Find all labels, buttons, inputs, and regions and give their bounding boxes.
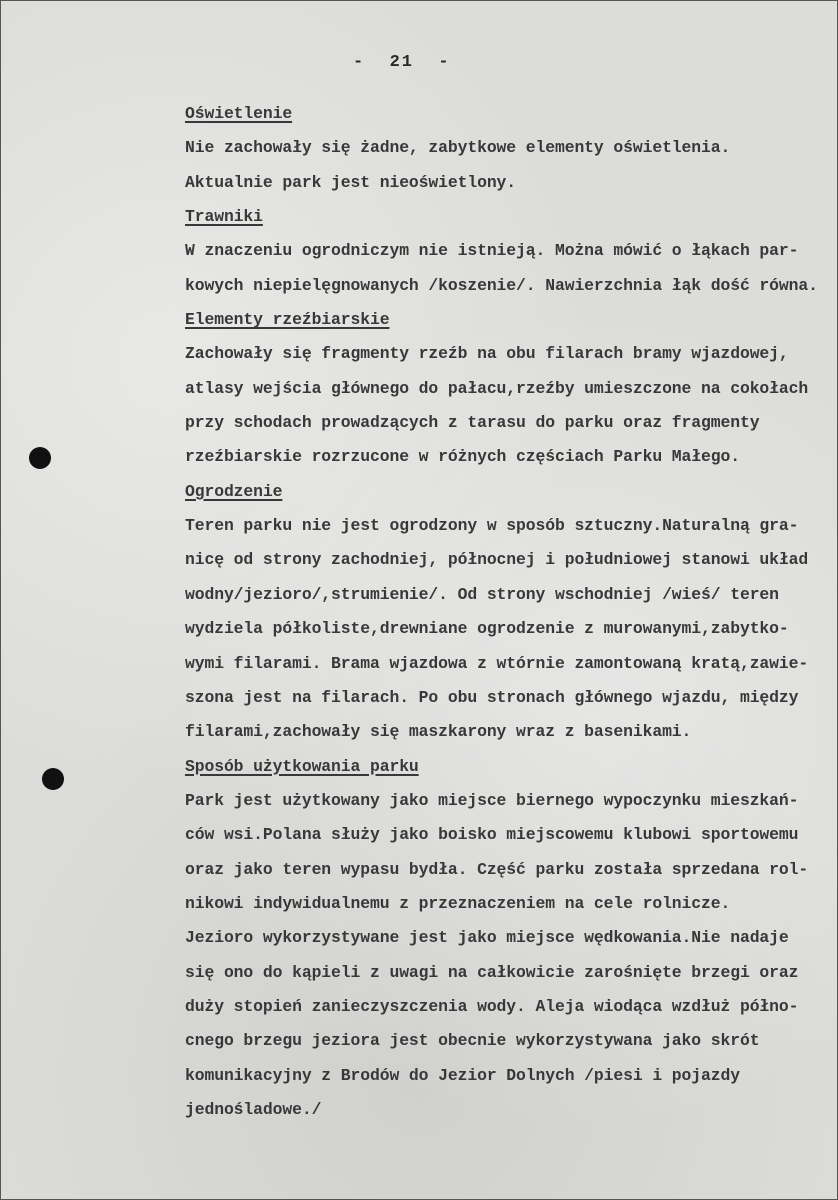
section-heading: Ogrodzenie [185, 481, 283, 501]
text-line: się ono do kąpieli z uwagi na całkowicie zarośnięte brzegi oraz [185, 962, 799, 982]
text-line: Park jest użytkowany jako miejsce biernego wypoczynku mieszkań- [185, 790, 799, 810]
text-line: przy schodach prowadzących z tarasu do parku oraz fragmenty [185, 413, 760, 433]
text-line: kowych niepielęgnowanych /koszenie/. Nawierzchnia łąk dość równa. [185, 275, 818, 295]
text-line: wymi filarami. Brama wjazdowa z wtórnie zamontowaną kratą,zawie- [185, 653, 809, 673]
text-line: komunikacyjny z Brodów do Jezior Dolnych /piesi i pojazdy [185, 1065, 740, 1085]
text-line: szona jest na filarach. Po obu stronach głównego wjazdu, między [185, 687, 799, 707]
section-heading: Oświetlenie [185, 104, 293, 123]
text-line: Teren parku nie jest ogrodzony w sposób sztuczny.Naturalną gra- [185, 516, 799, 536]
text-line: oraz jako teren wypasu bydła. Część parku została sprzedana rol- [185, 859, 809, 879]
section-heading: Elementy rzeźbiarskie [185, 310, 390, 330]
page-number: - 21 - [353, 53, 451, 72]
text-line: filarami,zachowały się maszkarony wraz z basenikami. [185, 722, 692, 742]
text-line: Aktualnie park jest nieoświetlony. [185, 172, 517, 192]
text-line: cnego brzegu jeziora jest obecnie wykorzystywana jako skrót [185, 1031, 760, 1051]
text-line: duży stopień zanieczyszczenia wody. Aleja wiodąca wzdłuż półno- [185, 996, 799, 1016]
text-line: atlasy wejścia głównego do pałacu,rzeźby umieszczone na cokołach [185, 378, 809, 398]
text-line: Zachowały się fragmenty rzeźb na obu filarach bramy wjazdowej, [185, 344, 789, 364]
text-line: nicę od strony zachodniej, północnej i południowej stanowi układ [185, 550, 809, 570]
text-line: Nie zachowały się żadne, zabytkowe elementy oświetlenia. [185, 138, 731, 158]
punch-hole-bottom [42, 768, 64, 790]
section-heading: Sposób użytkowania parku [185, 756, 419, 776]
text-line: nikowi indywidualnemu z przeznaczeniem na cele rolnicze. [185, 893, 731, 913]
text-line: wydziela półkoliste,drewniane ogrodzenie z murowanymi,zabytko- [185, 619, 789, 639]
text-line: rzeźbiarskie rozrzucone w różnych częściach Parku Małego. [185, 447, 740, 467]
text-line: W znaczeniu ogrodniczym nie istnieją. Można mówić o łąkach par- [185, 241, 799, 261]
punch-hole-top [29, 447, 51, 469]
document-body [185, 97, 818, 1127]
text-line: ców wsi.Polana służy jako boisko miejscowemu klubowi sportowemu [185, 825, 799, 845]
section-heading: Trawniki [185, 207, 263, 227]
text-line: wodny/jezioro/,strumienie/. Od strony wschodniej /wieś/ teren [185, 584, 779, 604]
text-line: Jezioro wykorzystywane jest jako miejsce wędkowania.Nie nadaje [185, 928, 789, 948]
text-line: jednośladowe./ [185, 1099, 322, 1119]
